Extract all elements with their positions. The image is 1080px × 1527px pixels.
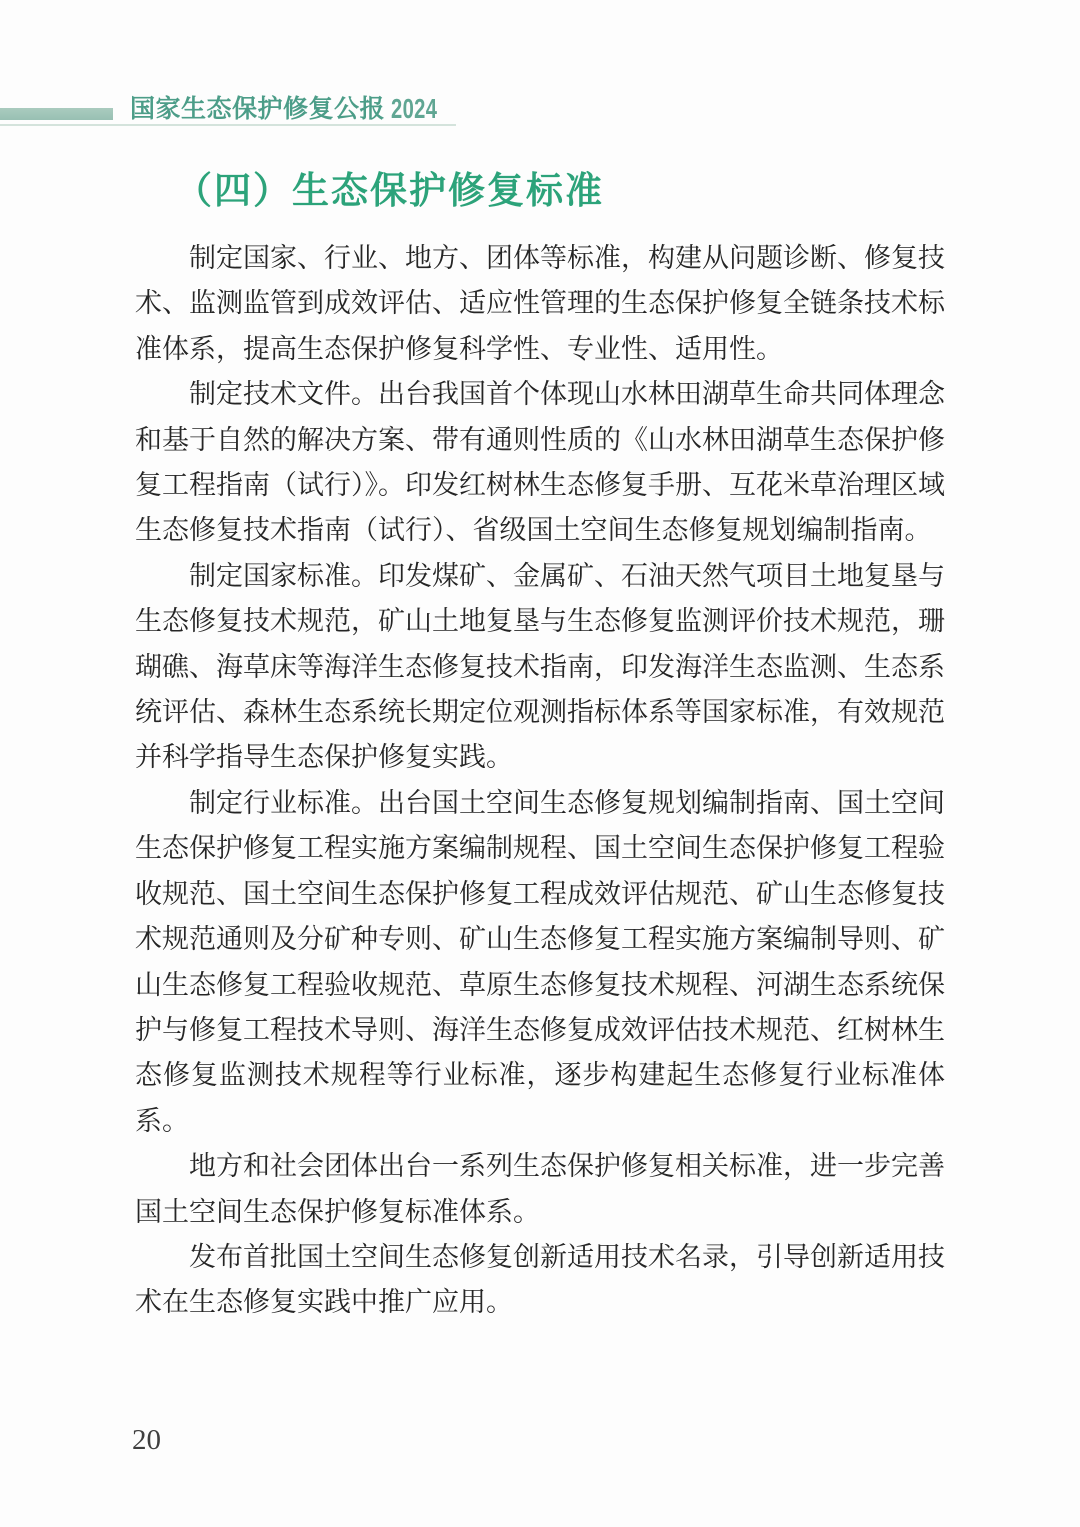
- paragraph-national-standards: 制定国家标准。印发煤矿、金属矿、石油天然气项目土地复垦与生态修复技术规范，矿山土地复垦与生态修复监测评价技术规范，珊瑚礁、海草床等海洋生态修复技术指南，印发海洋生态监测、生态系统评估、森林生态系统长期定位观测指标体系等国家标准，有效规范并科学指导生态保护修复实践。: [135, 560, 945, 773]
- section-heading: （四）生态保护修复标准: [175, 170, 604, 211]
- bulletin-title-text: 国家生态保护修复公报: [130, 96, 386, 123]
- paragraph-technology-catalog: 发布首批国土空间生态修复创新适用技术名录，引导创新适用技术在生态修复实践中推广应用。: [135, 1241, 945, 1318]
- paragraph-local-group-standards: 地方和社会团体出台一系列生态保护修复相关标准，进一步完善国土空间生态保护修复标准体系。: [135, 1151, 945, 1227]
- paragraph-standards-overview: 制定国家、行业、地方、团体等标准，构建从问题诊断、修复技术、监测监管到成效评估、适应性管理的生态保护修复全链条技术标准体系，提高生态保护修复科学性、专业性、适用性。: [135, 243, 945, 364]
- bulletin-year: 2024: [391, 93, 438, 124]
- page-number: 20: [132, 1424, 161, 1456]
- page-body: [135, 170, 945, 1326]
- bulletin-title: [130, 94, 455, 125]
- body-text: [135, 236, 945, 1326]
- paragraph-technical-documents: 制定技术文件。出台我国首个体现山水林田湖草生命共同体理念和基于自然的解决方案、带有通则性质的《山水林田湖草生态保护修复工程指南（试行）》。印发红树林生态修复手册、互花米草治理区域生态修复技术指南（试行）、省级国土空间生态修复规划编制指南。: [135, 379, 945, 546]
- header-bar-decoration: [0, 108, 113, 120]
- paragraph-industry-standards: 制定行业标准。出台国土空间生态修复规划编制指南、国土空间生态保护修复工程实施方案编制规程、国土空间生态保护修复工程验收规范、国土空间生态保护修复工程成效评估规范、矿山生态修复技术规范通则及分矿种专则、矿山生态修复工程实施方案编制导则、矿山生态修复工程验收规范、草原生态修复技术规程、河湖生态系统保护与修复工程技术导则、海洋生态修复成效评估技术规范、红树林生态修复监测技术规程等行业标准，逐步构建起生态修复行业标准体系。: [135, 787, 945, 1136]
